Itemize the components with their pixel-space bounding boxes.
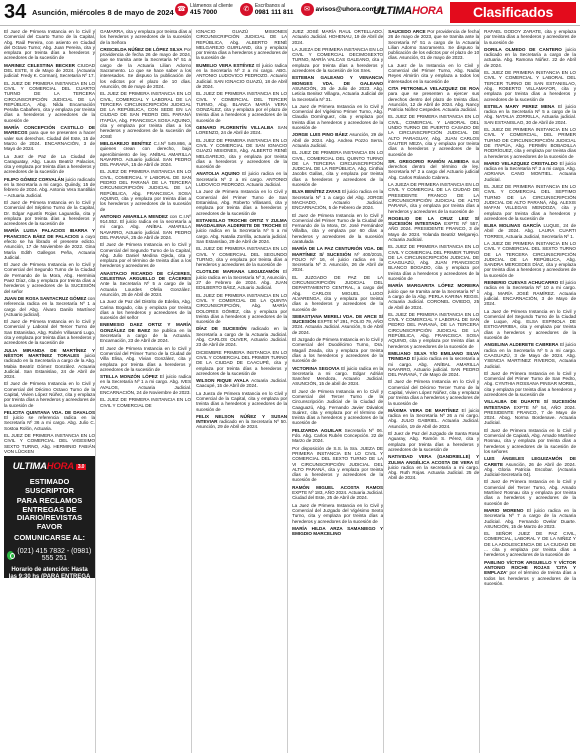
legal-notice <box>100 91 191 139</box>
notice-name: REINERIO CUEVAS ACHUCARRO <box>484 280 559 286</box>
contact-label: Escríbanos al <box>254 3 286 9</box>
notice-body: El Juzgado de Primera Instancia en lo Civil y Comercial del Duodécimo Turno, Dra. Magalí Zeada, cita y emplaza por treinta días a los herederos y acreedores de la sucesión de <box>292 337 384 364</box>
notice-name: ENEMESIO DAEZ ORTIZ Y MARÍA GONZÁLEZ DE BAEZ <box>100 322 192 333</box>
legal-notice <box>388 159 479 180</box>
contact-strip <box>175 3 385 16</box>
legal-notice <box>196 269 287 290</box>
notice-body: Ante la Secretaría Nº 5 a cargo de la Actuaria Lourdes Ofelia González. Asunción, 25 de Abril de 2024. <box>100 281 192 297</box>
legal-notice <box>196 378 287 389</box>
contact-value: 415 7000 <box>190 9 218 16</box>
legal-notice <box>292 104 383 130</box>
legal-notice <box>292 29 383 45</box>
notice-body: La Juez de la Instancia en lo Civil y Comercial del Primer Turno, Abg. Nadia Reyes Almirón cita y emplaza a todos los interesados en la sucesión de <box>388 62 480 84</box>
notice-body: ASUNCIÓN, 25 de Julio de 2023. Abg. Leticia Benitez Villagra, Actuaria Judicial de la Secretaría Nº 31. <box>292 85 384 102</box>
notice-body: El juicio radica en la secretaría a mi cargo. Abg. Ruth Rojas. Actuaria Judicial. 25 de Abril de 2024. <box>388 459 480 481</box>
legal-notice <box>292 526 383 537</box>
notice-body: EXPTE Nº 54, AÑO 2024. PRESIDENTE FRANCO, 7 de Mayo de 2024. Abog. Norma Bordenave. Actuaria Judicial. <box>484 404 577 426</box>
legal-notice <box>4 381 95 407</box>
notice-body: LA JUEZ DE PRIMERA INSTANCIA EN LO CIVIL Y COMERCIAL DEL SEXTO TURNO DE LA TERCERA CIRCUNSCRIPCIÓN JUDICIAL DE LA REPÚBLICA, Abg. SANDRA MERCEDES DÍAZ, cita y emplaza por treinta días a herederos y acreedores de la sucesión de <box>484 240 577 278</box>
notice-name: STELLA MONZÓN LÓPEZ <box>100 374 158 380</box>
notice-name: ESTEBAN GALEANO Y VENANCIA MONGES VDA. DE GALEANO <box>292 75 384 86</box>
legal-notice <box>388 244 479 281</box>
notice-body: La Juez de Primera Instancia en lo Civil y Comercial del Vigésimo Primer Turno, Abg. Claudia Domínguez, cita y emplaza por treinta días a herederos y acreedores de la sucesión de <box>292 103 384 131</box>
notice-name: ANTONIO AMARILLA MENDEZ <box>100 213 168 219</box>
notice-body: EXPTE Nº 183, AÑO 2024. Actuaria Judicial. Ciudad del Este, 25 de Abril de 2024. <box>292 490 384 501</box>
legal-notice <box>292 75 383 101</box>
legal-notice <box>292 503 383 524</box>
notice-body: El juicio radica en la Secretaría Nº 26 a mi cargo. Abg. JULIO GABRIEL. Actuaria Judicial. Asunción, 19 de Abril de 2024. <box>388 407 480 429</box>
legal-notice <box>4 177 95 198</box>
legal-notice <box>484 104 576 125</box>
notice-body: El juicio se referencia radica en la Secretaría Nº 36 a mi cargo. Abg. Julio C. Sostoa Rolón, Actuaria. <box>4 415 96 431</box>
notice-name: MARINEZ CELESTINA BECKER <box>4 62 75 68</box>
newspaper-logo <box>373 5 445 20</box>
contact-item <box>175 3 233 16</box>
notice-column <box>388 29 480 753</box>
notice-name: ANATOLIA AQUINO <box>196 171 240 177</box>
legal-notice <box>292 213 383 245</box>
legal-notice <box>196 326 287 347</box>
notice-body: LUQUE, 24 de Abril de 2024. Abg. LAURA CUARTI TORRES, Actuaria Judicial, Secretaría Nº 1. <box>484 223 577 239</box>
notice-body: El Juez de Primera Instancia en lo Civil y Comercial del Primer Turno de la Ciudad de Fernando de la Mora, Dr. José Fernández Villalba, cita y emplaza por 60 días a herederos y acreedores de la sucesión caratulada <box>292 212 384 244</box>
legal-notice <box>388 408 479 429</box>
legal-notice <box>484 184 576 221</box>
ad-phones <box>7 548 92 562</box>
legal-notice <box>196 171 287 187</box>
ad-logo <box>7 461 92 472</box>
contact-value: avisos@uhora.com.py <box>315 6 385 13</box>
ad-headline: ESTIMADO SUSCRIPTOR <box>24 477 75 496</box>
notice-body: El juicio radica en la Secretaría a mi cargo. Edgar Adrián Sanchez Mendoza, Actuario Judicial. ASUNCIÓN, 15 de abril de 2024. <box>292 365 384 387</box>
legal-notice <box>100 346 191 372</box>
notice-body: EL JUEZ DE PRIMERA INSTANCIA EN LO CIVIL, COMERCIAL DEL QUINTO TURNO DE LA TERCERA CIRCUNSCRIPCIÓN JUDICIAL DE LA REPÚBLICA, Abg. Cinthia Jacobs Gallas, cita y emplaza por treinta días a herederos y acreedores de la sucesión de <box>292 150 384 188</box>
notice-body: EL JUEZ DE PRIMERA INSTANCIA EN LO CIVIL Y COMERCIAL Y LABORAL DEL TERCER TURNO DE SAN ESTANISLAO, Abg. ROBERTO VILLAMAYOR, cita y emplaza por treinta días a herederos y acreedores de la sucesión de <box>484 70 577 102</box>
legal-notice <box>484 399 576 425</box>
legal-notice <box>196 391 287 412</box>
email-icon: ✉ <box>301 3 314 16</box>
notice-name: SEBASTIANA MERELI VDA. DE ARCE S/ SUCESIÓN <box>292 313 384 325</box>
notice-name: DORILA OLMEDO DE CANTERO <box>484 46 562 52</box>
whatsapp-icon <box>7 551 14 560</box>
notice-name: MARÍA HILDA ARZA SAMANIEGO Y EMIGDIO MARCELINO <box>292 525 384 537</box>
legal-notice <box>484 309 576 341</box>
notice-body: Secretaría Nº 06. Fdo. Abg. Carlos Rubén Concepción. 22 de Marzo de 2024. <box>292 427 384 444</box>
legal-notice <box>196 293 287 325</box>
notice-body: EL JUEZ DE PRIMERA INSTANCIA EN LO CIVIL, COMERCIAL Y LABORAL DEL UNDO TURNO DE PUERTO CASADO DE LA CIRCUNSCRIPCIÓN JUDICIAL DE ALTO PARAGUAY, Abg. JUAN CARLOS GAUTER MEZA, cita y emplaza por treinta días a herederos y acreedores de la sucesión de <box>388 114 480 157</box>
logo-part-1: ULTIMA <box>373 5 412 17</box>
notice-name: CITA PETRONILA VELAZQUEZ DE ROA <box>388 85 480 91</box>
ad-logo-part-1: ULTIMA <box>12 461 47 473</box>
legal-notice <box>292 246 383 272</box>
notice-body: El juicio radica en la Secretaría Nº 1 a mi cargo. Abg. IVES AVALOS, Actuaria Judicial. ENCARNACIÓN, 24 de Noviembre de 2023. <box>100 374 192 395</box>
legal-notice <box>100 374 191 395</box>
subscriber-ad <box>4 456 95 588</box>
legal-notice <box>388 351 479 377</box>
legal-notice <box>292 446 383 483</box>
notice-body: con C.I.Nº 914.552. El juicio radica en la secretaría a mi cargo. Abg. ANÍBAL AMARILLA NAVARRO, Actuario judicial. SAN PEDRO DEL PARANÁ, 25 de Abril de 2024. <box>100 213 192 240</box>
page-header <box>0 0 580 26</box>
legal-notice <box>292 189 383 210</box>
legal-notice <box>484 479 576 505</box>
notice-body: El juicio radica en la Secretaría Nº 2 a mi cargo. ANTONIO LUDOVICO PEDROZO. Actuario Judicial. <box>196 171 288 188</box>
notice-body: C.I.Nº 549.866, a quienes crean con derecho, bajo apercibimiento de ley. ANÍBAL AMARILLA NAVARRO. Actuario judicial. SAN PEDRO DEL PARANÁ, 15 de Abril de 2024. <box>100 140 192 168</box>
notice-name: FILIPO GÓMEZ CORVALÁN <box>4 176 65 182</box>
ad-call-to-action: COMUNICARSE AL: <box>14 533 85 543</box>
ad-phone-numbers: (021) 415 7832 - (0981) 555 251 <box>17 548 92 563</box>
legal-notice <box>100 242 191 268</box>
legal-notice <box>100 214 191 240</box>
legal-notice <box>484 127 576 159</box>
notice-body: El Juez de Primera Instancia en lo Civil y Comercial del Cuarto Turno de la Capital, Abg. Raúl Pereira, con asiento en Ciudad del Octavo Turno; Abg. Juan Pereira, cita y emplaza por treinta días a herederos y acreedores de la sucesión de <box>4 29 96 61</box>
notice-body: radicado en la Secretaría Nº 50. Asunción, 29 de Abril de 2024. <box>196 419 288 430</box>
legal-notice <box>100 397 191 408</box>
notice-body: Por providencia de fecha 26 de mayo de 2024, que se tramita ante la Secretaría Nº 51 a cargo de la Actuaria Lilian Adorno Sacramento. Lo que se hace saber a los interesados. Se dispuso la publicación de los edictos por el plazo de 10 días. Asunción, 06 de mayo de 2024. <box>100 46 192 89</box>
legal-notice <box>292 132 383 148</box>
notice-body: juicio radicado en la Secretaría a cargo de la Abg. Mabia Beatriz Gómez González. Actuaria Judicial. San Estanislao, 24 de Abril de 2024. <box>4 352 96 380</box>
legal-notice <box>196 29 287 61</box>
legal-notice <box>4 296 95 317</box>
legal-notice <box>484 531 576 557</box>
notice-body: El Juez de Primera Instancia en lo Civil y Comercial del Séptimo Turno de la Capital, Dr. Edgar Agustín Rojas Laguardia, cita y emplaza por treinta días a herederos y acreedores de la sucesión de <box>4 199 96 227</box>
legal-notice <box>100 322 191 343</box>
notice-body: El juicio radica en la Secretaría Nº 5 a mi cargo. CAAGUAZÚ, 3 de Mayo de 2024. Abg. YSENCIA MARTINEZ RIVEROS, Actuaria Judicial. <box>484 342 577 369</box>
notice-body: EL JUEZ DE PRIMERA INSTANCIA EN LO CIVIL Y COMERCIAL DEL CUARTO TURNO DE LA TERCERA CIRCUNSCRIPCIÓN JUDICIAL DE LA REPÚBLICA, Abg. Nilda Encarnación Peralta Cabañero, cita y emplaza por treinta días a herederos y acreedores de la sucesión de <box>4 80 96 123</box>
notice-body: El juicio radica en la Secretaría Nº 10 a mi cargo. Abg. MARÍA JOSÉ RAMÍREZ. Actuaria judicial. ENCARNACIÓN, 3 de Mayo de 2024. <box>484 280 577 307</box>
legal-notice <box>484 280 576 306</box>
legal-notice <box>4 410 95 431</box>
section-banner: Clasificados <box>450 2 576 23</box>
notice-body: El juicio radica en la Secretaría Nº 2 a mi cargo. ABG. ANTONIO LUDOVICO PEDROZO. Actuario Judicial. SAN IGNACIO GUAZÚ, 18 de Abril de 2024. <box>196 62 288 89</box>
ad-logo-badge: 3.0 <box>77 463 85 470</box>
notice-name: RAMÓN MIGUEL ACOSTA RAMOS <box>292 484 384 490</box>
notice-body: El Juez de Primera Instancia en lo Civil y Comercial del Primer Turno de San Pedro, Abg. CYNTHIA ROSSANA PINSAR MOREL, cita y emplaza por treinta días a herederos y acreedores de la sucesión de <box>484 370 577 397</box>
legal-notice <box>388 86 479 112</box>
notice-body: EL JUEZ DE PRIMERA INSTANCIA EN LO CIVIL Y COMERCIAL DE LA QUINTA CIRCUNSCRIPCIÓN, Abg. MARÍA DOLORES GÓMEZ, cita y emplaza por treinta días a herederos y acreedores de la sucesión de <box>196 292 288 325</box>
notice-name: MARIO VELAZQUEZ CRISTALDO <box>484 160 558 166</box>
notice-name: MARIO MORENO <box>484 507 524 513</box>
legal-notice <box>4 433 95 454</box>
notice-name: NATIVIDAD VERA (GANDRIELLE) Y ZULMA ANGÉLICA ACOSTA DE VERA <box>388 454 480 465</box>
notice-body: La Juez de Paz del Distrito de Edelira, Abg. Carina Bogado, cita y emplaza por treinta días a los herederos y acreedores de la sucesión del señor <box>100 299 192 321</box>
notice-body: El juicio radica en la Secretaría Nº 1 a cargo del Abg. JORGE MACHADO, Actuario Judicial. ENCARNACIÓN, 5 de Febrero de 2024. <box>292 189 384 211</box>
notice-name: SAUCEDO ARCE <box>388 29 426 34</box>
notice-body: El Juez de Primera Instancia en lo Civil y Comercial del Tercer Turno, Abg. Amado Martínez Rosnau cita y emplaza por treinta días a herederos y acreedores de la sucesión de <box>484 479 577 506</box>
notice-body: Asunción, 29 de Abril de 2024. Abg. Andrea Pozzo Serra. Actuaria Judicial. <box>292 132 384 148</box>
notice-body: DICIEMBRE PRIMERA INSTANCIA EN LO CIVIL Y COMERCIAL DEL PRIMER TURNO DE LA CIUDAD DE CAACUPÉ, cita y emplaza por treinta días a herederos y acreedores de la sucesión de <box>196 349 288 376</box>
legal-notice <box>196 218 287 244</box>
legal-notice <box>4 200 95 226</box>
notice-name: JULIA MIRANDA DE MARTÍNEZ Y NÉSTOR MARTÍNEZ TORALES <box>4 347 96 358</box>
contact-item <box>240 3 294 16</box>
legal-notice <box>196 63 287 89</box>
notice-name: FELIZARDA AGUILAR <box>292 427 342 433</box>
legal-notice <box>292 337 383 363</box>
legal-notice <box>196 138 287 170</box>
legal-notice <box>100 271 191 297</box>
legal-notice <box>388 312 479 349</box>
notice-body: Asunción, 26 de Abril de 2024. Abg. Gloria Patricia Escobar. (Actuaria Judicial-Secretaría 04). <box>484 461 577 478</box>
notice-name: ELBA MOLINAS GARCÍA <box>484 223 541 229</box>
notice-body: El juicio radica en la Secretaría Nº 3 a mi cargo. Abg. ADRIANA CANO MONTIEL. Actuaria Judicial. <box>484 160 577 182</box>
notice-body: EL JUEZ DE PRIMERA INSTANCIA EN LO CIVIL Y COMERCIAL DEL SEPTIMO TURNO DE LA CIRCUNSCRIPCIÓN JUDICIAL DE ALTO PARANÁ, Abg. ALEXIS MAFAN VILLEGAS MENDOZA, cita y emplaza por treinta días a herederos y acreedores de la sucesión de <box>484 184 577 221</box>
legal-notice <box>388 431 479 452</box>
notice-body: El Juez de Primera Instancia en lo Civil y Comercial del Primer Turno de la Ciudad de Villa Elisa, Abg. Vivian González, cita y emplaza por treinta días a herederos y acreedores de la sucesión de <box>100 345 192 372</box>
notice-body: LA JUEZA DE PRIMERA INSTANCIA EN LO CIVIL Y COMERCIAL DE LA CIUDAD DE PRESIDENTE FRANCO DE LA CIRCUNSCRIPCIÓN JUDICIAL DE ALTO PARANÁ, cita y emplaza por treinta días a herederos y acreedores de la sucesión de <box>388 182 480 214</box>
notice-body: con referencia radica en la Secretaría Nº 1 a cargo del Abg. Álvaro Danilo Martínez (Actuario judicial). <box>4 295 96 317</box>
notice-name: CRISCELDA NÚÑEZ DE LÓPEZ SILVA <box>100 46 183 52</box>
legal-notice <box>484 161 576 182</box>
ad-message: PARA RECLAMOS ENTREGAS DE DIARIO/REVISTAS FAVOR <box>16 496 83 531</box>
legal-notice <box>196 414 287 430</box>
legal-notice <box>4 63 95 79</box>
notice-body: EL JUEZ DE PRIMERA INSTANCIA EN LO CIVIL, COMERCIAL Y LABORAL DE LA TERCERA CIRCUNSCRIPCIÓN JUDICIAL DE LA REPÚBLICA, CON SEDE EN LA CIUDAD DE SAN PEDRO DEL PARANÁ ITAPÚA, Abg. FRANCISCA SOSA AQUINO, cita y emplaza por treinta días a los herederos y acreedores de la sucesión de JOSÉ <box>100 91 192 139</box>
notice-body: por el término de treinta días a todos los herederos y acreedores de la sucesión. <box>484 570 577 586</box>
notice-body: EL JUEZ DE PRIMERA INSTANCIA EN LO CIVIL Y COMERCIAL DE SAN IGNACIO GUAZÚ MISIONES, Abg. ALBERTO RENÉ MELGAREJO, cita y emplaza por treinta días a herederos y acreedores de la sucesión de <box>196 137 288 170</box>
notice-body: El juicio radica en la Secretaría Nº 7 a cargo de la Actuaria Judicial. Abg. Fernando Ovelar Duarte. ASUNCIÓN, 15 de Marzo de 2023. <box>484 507 577 529</box>
notice-name: ESTANISLAO TROCHE ORTIZ Y ZULMA MAGDALENA ALDERETE DE TROCHE <box>196 217 288 229</box>
notice-name: MARÍA DE LA PAZ CENTURIÓN VDA. DE MARTÍNEZ S/ SUCESIÓN <box>292 246 384 257</box>
legal-notice <box>484 342 576 368</box>
legal-notice <box>4 29 95 61</box>
notice-name: ANGELINA ALDERETE CABRERA <box>484 342 559 348</box>
notice-body: El juicio radica en la secretaría a mi cargo. Abg. ANÍBAL AMARILLA NAVARRO, Actuario judicial. SAN PEDRO DEL PARANÁ, 7 de Mayo de 2024. <box>388 356 480 378</box>
notice-name: MARÍA CONCEPCIÓN CASTILLO DE MARECOS <box>4 125 96 136</box>
notice-name: VILLALBA DE DUARTE S/ SUCESIÓN INTESTADA <box>484 399 577 410</box>
legal-notice <box>388 63 479 84</box>
legal-notice <box>292 150 383 187</box>
notice-body: El juicio radica en la Secretaría Nº 5 a cargo de la Abg. NATALIA ZORRILLA, Actuaria judicial. SAN ESTANISLAO, 30 de Abril de 2024. <box>484 103 577 125</box>
legal-notice <box>484 70 576 102</box>
notice-body: EL JUEZ DE PRIMERA INSTANCIA EN LO CIVIL Y COMERCIAL DEL VIGESIMO SEXTO TURNO, Abg. HERMINIO FABIÁN VON LÜCKEN <box>4 433 96 454</box>
phone-icon: ☎ <box>175 3 188 16</box>
notice-body: El Juez de Primera Instancia en lo Civil y Comercial del Tercer Turno de la Circunscripción Judicial de la Ciudad de Caaguazú, Abg. Fernando Javier Dávalos Suárez, cita y emplaza por el término de treinta días a herederos y acreedores de la sucesión de <box>292 388 384 426</box>
notice-body: EL JUEZ DE PRIMERA INSTANCIA EN LO CIVIL Y COMERCIAL DEL PRIMER TURNO DE LA CIRCUNSCRIPCIÓN JUDICIAL DE CAAGUAZÚ, Abg. JUAN FRANCISCO BLANCO BOGADO, cita y emplaza por treinta días a herederos y acreedores de la sucesión de <box>388 244 480 282</box>
legal-notice <box>196 189 287 215</box>
notice-name: EUMELIO VERA ESTÉVEZ <box>196 62 255 68</box>
notice-body: El Juez de Primera Instancia en lo Civil y Comercial del Décimo Tercer Turno de la Capital, Vivien López Núñez, cita y emplaza por treinta días a herederos y acreedores de la sucesión de <box>388 379 480 406</box>
legal-notice <box>4 154 95 175</box>
notice-body: El Juez de Paz del Juzgado de Santa Rosa Aguaray, Abg. Ramón S. Pérez, cita y emplaza por treinta días a herederos y acreedores de la sucesión de <box>388 431 480 452</box>
notice-body: El Juez de Primera Instancia en lo Civil y Comercial del Segundo Turno de la Capital, Abg. Julio Daniel Medina Ojeda, cita y emplaza por el término de treinta días a los herederos y acreedores de <box>100 242 192 269</box>
notice-name: GENARO FLORENTÍN VILLALBA <box>196 125 274 131</box>
legal-notice <box>4 125 95 151</box>
notice-body: CIUDAD DEL ESTE, 8 de Mayo de 2024. (Actuaria judicial: Fredy K. Corman), Secretaría Nº 17. <box>4 62 96 79</box>
legal-notice <box>4 81 95 123</box>
legal-notice <box>4 262 95 294</box>
legal-notice <box>388 114 479 156</box>
legal-notice <box>484 47 576 68</box>
notice-column <box>196 29 288 753</box>
legal-notice <box>292 275 383 312</box>
legal-notice <box>484 456 576 477</box>
legal-notice <box>484 428 576 454</box>
legal-notice <box>100 141 191 167</box>
legal-notice <box>388 379 479 405</box>
notice-body: juicio radicado en la Secretaría a mi cargo. Quiindy, 15 de febrero de 2024. Abg. Antonio Vera Santillán – Actuaria Judicial. <box>4 176 96 198</box>
legal-notice <box>292 485 383 501</box>
notice-name: FELIX NELSON NÚÑEZ Y SUSAN INTEVIAR <box>196 413 288 425</box>
notice-body: El juicio radica en la Secretaría Nº 3, Asunción, 27 de Febrero de 2024. Abg. JUAN EDILBERTO BÁEZ, Actuario Judicial. <box>196 269 288 291</box>
contact-value: 0981 111 811 <box>254 9 294 16</box>
legal-notice <box>4 348 95 380</box>
notice-name: DÍAZ DE SUCESIÓN <box>196 326 247 332</box>
notice-name: ANASTACIO RICARDO DE CÁCERES, CELESTINA ARGUELLO DE CÁCERES <box>100 270 192 282</box>
notice-body: RAFAEL GODOY ZARATE, cita y emplaza por treinta días a herederos y acreedores de la sucesión de <box>484 29 577 45</box>
legal-notice <box>292 314 383 335</box>
notice-body: EL JUEZ DE PRIMERA INSTANCIA EN LO CIVIL Y COMERCIAL DEL TERCER TURNO, Abg. BLANCA MARÍA VERA GONZÁLEZ, cita y emplaza por el plazo de treinta días a herederos y acreedores de la sucesión de <box>196 91 288 123</box>
notice-body: EL SEÑOR JUEZ DE PAZ CIVIL, COMERCIAL, LABORAL Y DE LA NIÑEZ Y DE LA ADOLESCENCIA DE LA CIUDAD DE ... cita y emplaza por treinta días a herederos y acreedores de la sucesión de <box>484 531 577 558</box>
notice-column <box>4 29 96 753</box>
legal-notice <box>100 169 191 211</box>
legal-notice <box>484 223 576 239</box>
notice-name: ROGELIO DE LA CRUZ LEIZ S/ SUCESIÓN INTESTADA <box>388 215 480 227</box>
notice-body: La Juez de Paz de La Ciudad de Caraguatay, Abg. Laura Beatriz Palacios, cita y emplaza por treinta días a herederos y acreedores de la sucesión de <box>4 153 96 175</box>
legal-notice <box>484 508 576 529</box>
legal-notice <box>292 366 383 387</box>
legal-notice <box>100 299 191 320</box>
legal-notice <box>484 371 576 397</box>
legal-notice <box>196 91 287 123</box>
legal-notice <box>100 29 191 45</box>
notice-name: LUIS ÁNGELES LEGUIZAMÓN DE CARETE <box>484 456 577 467</box>
notice-body: El Juez de Primera Instancia en lo Civil y Comercial y Laboral del Tercer Turno de San Estanislao, Abg. Rubén Villasanti Lugo, cita y emplaza por treinta días a herederos y acreedores de la sucesión de <box>4 319 96 346</box>
legal-notice <box>484 241 576 278</box>
legal-notice <box>196 246 287 267</box>
legal-notice <box>388 216 479 242</box>
legal-notice <box>388 182 479 214</box>
legal-notice <box>4 228 95 260</box>
contact-text <box>190 3 233 16</box>
notice-columns <box>4 29 576 753</box>
whatsapp-icon: ✆ <box>240 3 253 16</box>
contact-text <box>255 3 294 16</box>
notice-name: JUAN DE ROSA SANTACRUZ GÓMEZ <box>4 295 87 301</box>
notice-body: EXPTE Nº 291, FOLIO 79, AÑO 2024. Actuaria Judicial. Asunción, 5 de Abril de 2024. <box>292 319 384 335</box>
notice-name: CLOTILDE MARIANA LEGUIZAMÓN <box>196 269 280 275</box>
notice-column <box>484 29 576 753</box>
notice-name: SR. GREGORIO RAMÓN ALMEIDA <box>388 158 469 164</box>
notice-body: La Jueza de Primera Instancia en lo Civil y Comercial de la Capital, cita y emplaza por treinta días a herederos y acreedores de la sucesión de <box>196 390 288 412</box>
notice-name: MELGAREJO BENÍTEZ <box>100 140 152 146</box>
legal-notice <box>292 47 383 73</box>
notice-body: JUEZ JOSÉ MARÍA RAUL ORTELLADO. Actuario Judicial. HOHENAU, 19 de Abril de 2024. <box>292 29 384 45</box>
notice-body: IGNACIO GUAZÚ MISIONES CIRCUNSCRIPCIÓN JUDICIAL DE LA REPÚBLICA, Abg. ALBERTO RENÉ MELGAREJO GUIRLAND, cita y emplaza por treinta días a herederos y acreedores de la sucesión de <box>196 29 288 61</box>
notice-body: para que se presenten a hacer valer sus derechos. Ciudad del Este, 15 de Marzo de 2024. ENCARNACIÓN, 3 de Mayo de 2024. <box>4 130 96 152</box>
page-number: 34 <box>4 1 27 23</box>
page-date: Asunción, miércoles 8 de mayo de 2024 <box>32 8 174 17</box>
notice-body: juicio que se tramita ante la Secretaría Nº 1 a cargo de la Abg. PERLA KARINA REGIS. Actuaria Judicial. CORONEL OVIEDO, 25 de Abril de 2024. <box>388 288 480 310</box>
ad-hours: Horario de atención: Hasta las 9:30 hs (PARA ENTREGA DE DIARIO EN EL DÍA) <box>8 567 91 588</box>
legal-notice <box>388 29 479 61</box>
legal-notice <box>388 283 479 309</box>
notice-name: EMILIANO SILVA Y/O EMILIANO SILVA TRINIDAD <box>388 350 480 362</box>
notice-name: ELVA BENÍTEZ ZAYAS <box>292 189 341 195</box>
notice-body: El Juez de Primera Instancia en lo Civil y Comercial de Capiatá, Abg. Amado Martínez Rosnau, cita y emplaza por treinta días a herederos y acreedores de la sucesión de los señores <box>484 427 577 454</box>
notice-body: EL JUEZ DE PRIMERA INSTANCIA EN LO CIVIL Y COMERCIAL, DEL PRIMER TURNO DE CIRCUNSCRIPCIÓN JUDICIAL DE ITAPÚA, Abg. FERMÍN BOBADILLA RODRÍGUEZ, cita y emplaza por treinta días a herederos y acreedores de la sucesión de <box>484 127 577 159</box>
ad-logo-part-2: HORA <box>46 461 74 473</box>
legal-notice <box>484 29 576 45</box>
notice-body: El juicio radica en la Secretaría Nº 5 a mi cargo. Abg. Natalia Zorrilla, actuaria judicial. San Estanislao, 29 de Abril de 2024. <box>196 223 288 244</box>
legal-notice <box>196 125 287 136</box>
legal-notice <box>196 350 287 376</box>
notice-body: EL JUEZ DE PRIMERA INSTANCIA EN LO CIVIL Y COMERCIAL DE <box>100 397 192 408</box>
notice-name: FELICITA QUINTANA VDA. DE DAVALOS <box>4 409 96 415</box>
notice-column <box>100 29 192 753</box>
notice-body: juicio radicado en la Secretaría a cargo de la actuaria. Abg. Ramona Núñez. 22 de Abril de 2024. <box>484 46 577 68</box>
notice-body: SAN LORENZO, 24 de Abril de 2024. <box>196 125 288 136</box>
notice-body: EL JUEZ DE PRIMERA INSTANCIA EN LO CIVIL, COMERCIAL Y LABORAL DE SAN PEDRO DEL PARANÁ DE LA TERCERA CIRCUNSCRIPCIÓN JUDICIAL DE LA REPÚBLICA, Abg. FRANCISCA SOSA AQUINO, cita y emplaza por treinta días a los herederos y acreedores de la sucesión de <box>100 169 192 212</box>
legal-notice <box>292 389 383 426</box>
legal-notice <box>484 560 576 586</box>
notice-body: EL JUZGADO DE PAZ DE LA CIRCUNSCRIPCIÓN JUDICIAL DEL DEPARTAMENTO CENTRAL, a cargo del Abg. CARLOS MIGUEL LUGO ALVARENGA, cita y emplaza por treinta días a herederos y acreedores de la sucesión de <box>292 274 384 312</box>
legal-notice <box>292 428 383 444</box>
notice-name: WILSON RIQUE AYALA <box>196 378 249 384</box>
legal-notice <box>388 454 479 480</box>
notice-body: Actuaria Judicial. Caacupé, 15 de Abril de 2024. <box>196 378 288 389</box>
notice-name: VICTORINA SEGOVIA <box>292 365 340 371</box>
notice-body: LA JUEZA DE PRIMERA INSTANCIA EN LO CIVIL Y COMERCIAL DECIMOSEXTO TURNO, MARÍA VALCAS GALEANO, cita y emplaza por treinta días a herederos y acreedores de la sucesión de los Sres. <box>292 46 384 74</box>
logo-part-2: HORA <box>411 5 444 17</box>
notice-body: La Juez de Primera Instancia en lo Civil y Comercial del Juzgado del Vigésimo Sexto Turno, cita y emplaza por treinta días a herederos y acreedores de la sucesión de <box>292 502 384 524</box>
notice-name: PABLINO VÍCTOR ARGUELLO Y VÍCTOR ANTONIO ROCHE ROJAS 'CITA Y EMPLAZA' <box>484 559 577 576</box>
notice-body: radicado en la Secretaría a cargo de la Actuaria Judicial. Abg. CARLOS OLIVER, Actuario Judicial. 23 de Abril de 2024. <box>196 326 288 348</box>
notice-body: Por providencia de fecha 26 de mayo de 2023, que se tramita ante la Secretaría Nº 51 a cargo de la Actuaria Lilian Adorno Sacramento. Se dispuso la publicación de los edictos por el plazo de 10 días. Asunción, 01 de mayo de 2023. <box>388 29 480 61</box>
legal-notice <box>100 47 191 89</box>
notice-body: Por disposición de S.S. la Sra. JUEZA DE PRIMERA INSTANCIA EN LO CIVIL Y COMERCIAL DEL SEXTO TURNO DE LA VI CIRCUNSCRIPCIÓN JUDICIAL DEL ALTO PARANÁ, cita y emplaza por treinta días a herederos y acreedores de la sucesión de <box>292 445 384 483</box>
notice-body: La Juez de Primera Instancia en lo Civil y Comercial del Primer Turno de San Estanislao, Abg. Roberto Villasanti, cita y emplaza por treinta días a herederos y acreedores de la sucesión de <box>196 189 288 216</box>
notice-body: EL JUEZ DE PRIMERA INSTANCIA EN LO CIVIL Y COMERCIAL Y LABORAL DE SAN PEDRO DEL PARANÁ, DE LA TERCERA CIRCUNSCRIPCIÓN JUDICIAL DE LA REPÚBLICA, Abg. FRANCISCA SOSA AQUINO, cita y emplaza por treinta días a herederos y acreedores de la sucesión de <box>388 311 480 349</box>
notice-body: La Juez de Primera Instancia en lo Civil y Comercial del Segundo Turno de la Ciudad de Luque, Abg. ELSA ESPINOLA DE ESTIGARRIBIA, cita y emplaza por treinta días a herederos y acreedores de la sucesión de <box>484 308 577 341</box>
notice-body: para que se presenten a ejercer sus derechos dentro del plazo de treinta días. Asunción, 12 de Abril de 2024. Abg. Nancy Patricia Núñez Cespedes. Actuaria Judicial. <box>388 91 480 113</box>
notice-name: MARÍA MARGARITA LÓPEZ MOREIRA <box>388 283 480 289</box>
notice-body: El Juez de Primera Instancia en lo Civil y Comercial del Segundo Turno de la Ciudad de Fernando de la Mora, Abg. Herminia Paez Díaz, cita y emplaza por treinta días a herederos y acreedores de la SUCESIÓN del señor <box>4 262 96 294</box>
notice-body: a cuyo efecto se ha librado el presente edicto. Asunción, 17 de Noviembre de 2022. Gina María Edith Gallegos Peña, Actuaria Judicial. <box>4 233 96 260</box>
notice-name: MÁXIMA VERA DE MARTÍNEZ <box>388 407 459 413</box>
notice-body: Nº 400/2015, FOLIO Nº 16, el juicio radica en la Secretaría Nº 3. Asunción, 26 de Abril de 2024. <box>292 251 384 273</box>
notice-body: EL JUEZ DE PRIMERA INSTANCIA EN LO CIVIL Y COMERCIAL DEL SEGUNDO TURNO, cita y emplaza por treinta días a herederos y acreedores de la sucesión de <box>196 246 288 268</box>
notice-name: ESTELA MARY PEREZ MENA <box>484 103 555 109</box>
notice-body: El Juez de Primera Instancia en lo Civil y Comercial del Décimo Octavo Turno de la Capital, Vivien López Núñez, cita y emplaza por treinta días a herederos y acreedores de la sucesión de <box>4 381 96 408</box>
notice-column <box>292 29 384 753</box>
notice-name: MARÍA LUISA PALACIOS IBARRA Y FRANCISCA BÁEZ DE PALACIOS <box>4 228 96 239</box>
notice-body: sus derechos dentro del término de ley. Secretaría Nº 2 a cargo del Actuario judicial Abg. Carlos Rolando Cabrera. <box>388 158 480 180</box>
notice-body: GAMARRA, cita y emplaza por treinta días a los herederos y acreedores de la sucesión de la Señora <box>100 29 192 45</box>
notice-name: JORGE LUIS PINO BÁEZ <box>292 132 348 138</box>
notice-body: Se publica en la Secretaría a cargo de la Actuaria. Encarnación, 23 de Abril de 2024. <box>100 327 192 344</box>
contact-label: Llámenos al cliente <box>190 3 233 9</box>
legal-notice <box>4 319 95 345</box>
notice-body: EXPTE Nº 557, AÑO 2024. PRESIDENTE FRANCO, 3 de Mayo de 2024. Yolanda Beatriz Melgarejo. Actuaria Judicial. <box>388 221 480 242</box>
